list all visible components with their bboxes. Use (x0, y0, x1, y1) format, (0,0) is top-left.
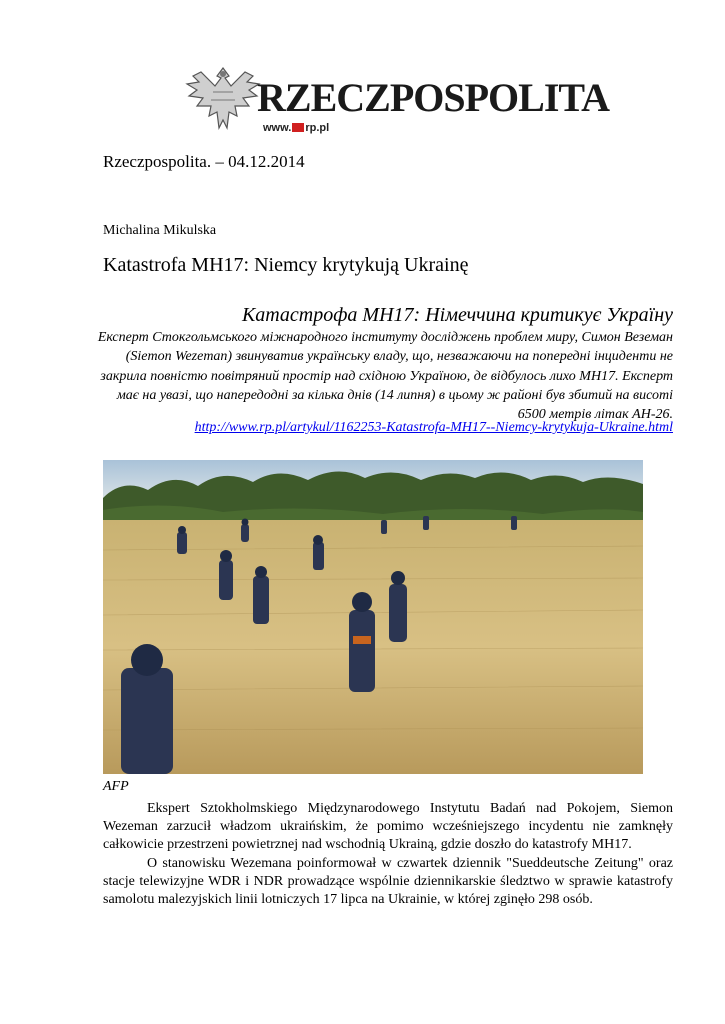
masthead-logo (183, 62, 609, 140)
article-photo (103, 460, 643, 774)
photo-credit: AFP (103, 779, 129, 794)
headline-ukrainian: Катастрофа MH17: Німеччина критикує Україну (241, 304, 673, 326)
article-body (103, 800, 673, 909)
logo-url-suffix: rp.pl (305, 122, 330, 134)
logo-wordmark: RZECZPOSPOLITA (257, 75, 609, 120)
logo-url (263, 122, 329, 134)
author-name: Michalina Mikulska (103, 223, 217, 238)
source-link[interactable]: http://www.rp.pl/artykul/1162253-Katastrofa-MH17--Niemcy-krytykuja-Ukraine.html (194, 420, 673, 435)
wheat-field-image (103, 460, 643, 774)
eagle-emblem-icon (183, 62, 263, 134)
mail-icon (292, 123, 304, 132)
date-line: Rzeczpospolita. – 04.12.2014 (103, 152, 305, 171)
summary-ukrainian: Експерт Стокгольмського міжнародного інституту досліджень проблем миру, Симон Веземан (Siemon Wezeman) звинуватив українську владу, що, незважаючи на попередні інциденти не закрила повністю повітряний простір над східною Україною, де відбулось лихо MH17. Експерт має на увазі, що напередодні за кілька днів (14 липня) в цьому ж районі був збитий на висоті 6500 метрів літак АН-26. (97, 330, 673, 423)
body-paragraph: O stanowisku Wezemana poinformował w czwartek dziennik "Sueddeutsche Zeitung" oraz stacje telewizyjne WDR i NDR prowadzące wspólnie dziennikarskie śledztwo w sprawie katastrofy samolotu malezyjskich linii lotniczych 17 lipca na Ukrainie, w której zginęło 298 osób. (103, 855, 673, 908)
logo-url-prefix: www. (263, 122, 292, 134)
body-paragraph: Ekspert Sztokholmskiego Międzynarodowego Instytutu Badań nad Pokojem, Siemon Wezeman zarzucił władzom ukraińskim, że pomimo wcześniejszego incydentu nie zamknęły całkowicie przestrzeni powietrznej nad wschodnią Ukrainą, gdzie doszło do katastrofy MH17. (103, 801, 673, 853)
headline-polish: Katastrofa MH17: Niemcy krytykują Ukrainę (103, 254, 469, 276)
